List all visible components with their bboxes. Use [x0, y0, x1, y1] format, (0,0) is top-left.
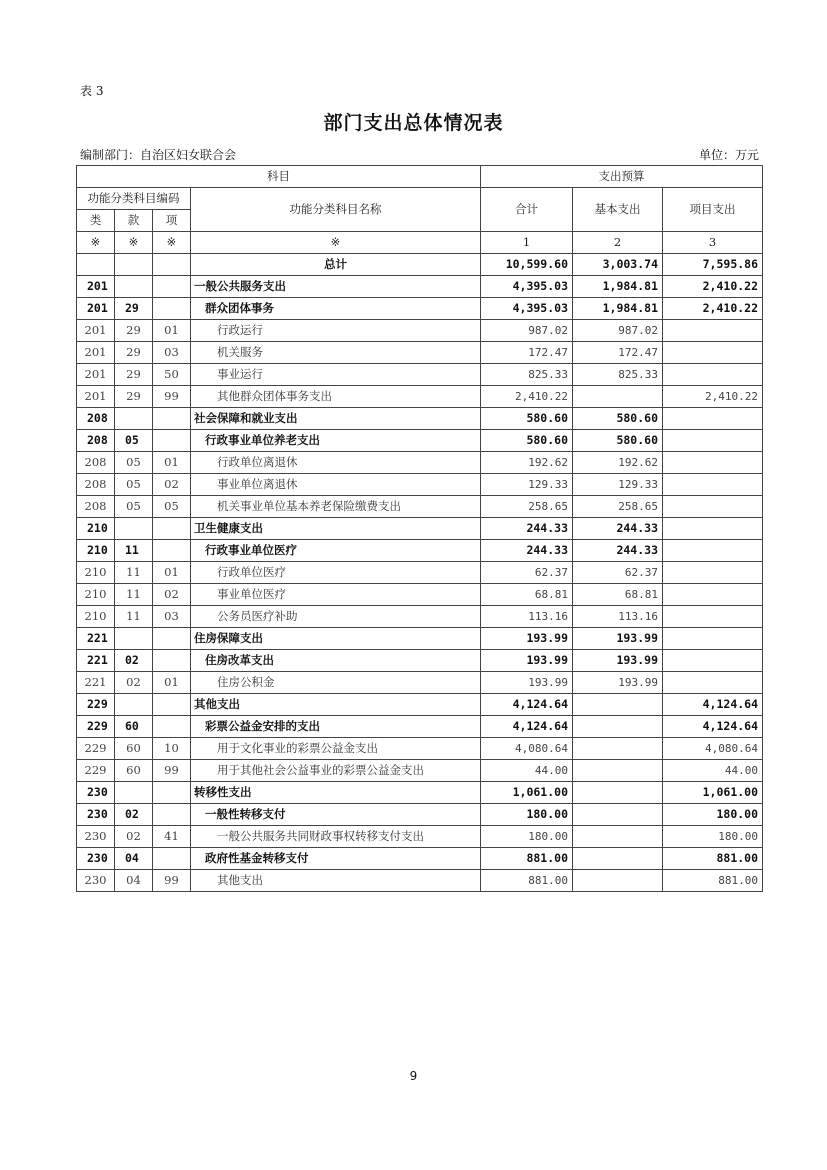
row-item-name: 其他支出 [191, 694, 481, 716]
row-lei-code: 221 [77, 650, 115, 672]
row-kuan-code: 11 [115, 562, 153, 584]
row-kuan-code: 29 [115, 342, 153, 364]
row-item-name: 彩票公益金安排的支出 [191, 716, 481, 738]
row-xiang-code [153, 298, 191, 320]
table-row [77, 584, 763, 606]
row-item-name: 政府性基金转移支付 [191, 848, 481, 870]
table-row [77, 474, 763, 496]
row-kuan-code: 02 [115, 672, 153, 694]
row-project [663, 672, 763, 694]
row-kuan-code: 60 [115, 716, 153, 738]
row-lei-code: 210 [77, 518, 115, 540]
row-total: 881.00 [481, 848, 573, 870]
row-lei-code: 229 [77, 694, 115, 716]
header-index-1: 1 [481, 232, 573, 254]
row-item-name: 行政运行 [191, 320, 481, 342]
header-index-3: 3 [663, 232, 763, 254]
page-number: 9 [409, 1069, 418, 1083]
header-xiang: 项 [153, 210, 191, 232]
row-project: 180.00 [663, 804, 763, 826]
row-item-name: 其他群众团体事务支出 [191, 386, 481, 408]
table-row [77, 496, 763, 518]
row-xiang-code [153, 276, 191, 298]
row-item-name: 事业单位离退休 [191, 474, 481, 496]
row-xiang-code [153, 694, 191, 716]
row-item-name: 住房保障支出 [191, 628, 481, 650]
row-total: 244.33 [481, 540, 573, 562]
table-row [77, 760, 763, 782]
row-lei-code: 210 [77, 540, 115, 562]
table-row [77, 430, 763, 452]
row-total: 44.00 [481, 760, 573, 782]
row-xiang-code: 05 [153, 496, 191, 518]
row-kuan-code: 29 [115, 298, 153, 320]
row-project: 1,061.00 [663, 782, 763, 804]
row-total: 4,395.03 [481, 298, 573, 320]
row-kuan-code: 02 [115, 826, 153, 848]
header-subject: 科目 [77, 166, 481, 188]
row-item-name: 行政单位离退休 [191, 452, 481, 474]
row-total: 193.99 [481, 628, 573, 650]
row-project: 4,124.64 [663, 694, 763, 716]
row-item-name: 用于其他社会公益事业的彩票公益金支出 [191, 760, 481, 782]
row-project [663, 474, 763, 496]
total-sum: 10,599.60 [481, 254, 573, 276]
row-basic [573, 760, 663, 782]
row-total: 825.33 [481, 364, 573, 386]
row-xiang-code: 01 [153, 452, 191, 474]
row-lei-code: 208 [77, 474, 115, 496]
row-lei-code: 229 [77, 738, 115, 760]
row-total: 180.00 [481, 826, 573, 848]
row-project: 881.00 [663, 848, 763, 870]
row-project [663, 364, 763, 386]
header-project-col: 项目支出 [663, 188, 763, 232]
row-project [663, 320, 763, 342]
row-lei-code: 201 [77, 386, 115, 408]
row-basic: 244.33 [573, 540, 663, 562]
row-lei-code: 230 [77, 804, 115, 826]
row-total: 113.16 [481, 606, 573, 628]
row-item-name: 住房公积金 [191, 672, 481, 694]
table-row [77, 452, 763, 474]
header-index-2: 2 [573, 232, 663, 254]
row-total: 244.33 [481, 518, 573, 540]
row-item-name: 其他支出 [191, 870, 481, 892]
row-total: 193.99 [481, 672, 573, 694]
row-total: 68.81 [481, 584, 573, 606]
row-xiang-code [153, 518, 191, 540]
row-basic [573, 738, 663, 760]
table-row [77, 408, 763, 430]
row-basic: 1,984.81 [573, 298, 663, 320]
row-kuan-code [115, 694, 153, 716]
row-lei-code: 230 [77, 826, 115, 848]
row-item-name: 机关事业单位基本养老保险缴费支出 [191, 496, 481, 518]
row-basic: 987.02 [573, 320, 663, 342]
row-basic: 258.65 [573, 496, 663, 518]
row-item-name: 事业单位医疗 [191, 584, 481, 606]
row-basic: 113.16 [573, 606, 663, 628]
row-basic [573, 870, 663, 892]
compiling-department: 编制部门：自治区妇女联合会 [80, 148, 237, 162]
header-code-group: 功能分类科目编码 [77, 188, 191, 210]
row-lei-code: 201 [77, 364, 115, 386]
row-total: 62.37 [481, 562, 573, 584]
row-project [663, 562, 763, 584]
table-row [77, 848, 763, 870]
row-lei-code: 221 [77, 672, 115, 694]
row-basic [573, 826, 663, 848]
row-total: 580.60 [481, 430, 573, 452]
row-total: 987.02 [481, 320, 573, 342]
row-kuan-code: 04 [115, 848, 153, 870]
page-title: 部门支出总体情况表 [323, 112, 504, 134]
row-kuan-code [115, 518, 153, 540]
row-lei-code: 208 [77, 408, 115, 430]
table-row [77, 672, 763, 694]
header-basic-col: 基本支出 [573, 188, 663, 232]
table-row [77, 276, 763, 298]
row-basic: 244.33 [573, 518, 663, 540]
row-basic [573, 804, 663, 826]
row-kuan-code: 29 [115, 364, 153, 386]
row-xiang-code [153, 628, 191, 650]
row-item-name: 机关服务 [191, 342, 481, 364]
table-row [77, 826, 763, 848]
row-lei-code: 230 [77, 848, 115, 870]
row-project [663, 408, 763, 430]
header-lei: 类 [77, 210, 115, 232]
row-total: 193.99 [481, 650, 573, 672]
row-project [663, 430, 763, 452]
row-project [663, 496, 763, 518]
row-xiang-code [153, 540, 191, 562]
unit-label: 单位：万元 [698, 148, 759, 162]
row-xiang-code: 02 [153, 584, 191, 606]
table-row [77, 606, 763, 628]
row-item-name: 住房改革支出 [191, 650, 481, 672]
row-kuan-code: 05 [115, 452, 153, 474]
row-xiang-code: 41 [153, 826, 191, 848]
row-lei-code: 229 [77, 760, 115, 782]
row-basic [573, 782, 663, 804]
row-kuan-code: 11 [115, 540, 153, 562]
row-item-name: 一般公共服务支出 [191, 276, 481, 298]
row-project [663, 518, 763, 540]
row-total: 180.00 [481, 804, 573, 826]
row-item-name: 行政事业单位养老支出 [191, 430, 481, 452]
row-project [663, 606, 763, 628]
row-lei-code: 201 [77, 320, 115, 342]
table-row [77, 804, 763, 826]
row-kuan-code [115, 628, 153, 650]
table-row [77, 320, 763, 342]
row-kuan-code: 05 [115, 430, 153, 452]
row-kuan-code: 04 [115, 870, 153, 892]
row-total: 881.00 [481, 870, 573, 892]
row-project [663, 628, 763, 650]
row-lei-code: 210 [77, 606, 115, 628]
row-lei-code: 208 [77, 496, 115, 518]
row-total: 580.60 [481, 408, 573, 430]
total-basic: 3,003.74 [573, 254, 663, 276]
row-project: 2,410.22 [663, 386, 763, 408]
header-total-col: 合计 [481, 188, 573, 232]
row-basic: 129.33 [573, 474, 663, 496]
row-total: 172.47 [481, 342, 573, 364]
table-row [77, 342, 763, 364]
row-lei-code: 210 [77, 584, 115, 606]
row-basic: 825.33 [573, 364, 663, 386]
row-xiang-code [153, 650, 191, 672]
table-row [77, 870, 763, 892]
row-lei-code: 201 [77, 276, 115, 298]
row-basic: 193.99 [573, 672, 663, 694]
row-kuan-code [115, 782, 153, 804]
row-item-name: 行政单位医疗 [191, 562, 481, 584]
row-xiang-code [153, 804, 191, 826]
row-project [663, 584, 763, 606]
row-item-name: 一般性转移支付 [191, 804, 481, 826]
table-row [77, 386, 763, 408]
table-row [77, 518, 763, 540]
header-mark: ※ [115, 232, 153, 254]
table-row [77, 628, 763, 650]
table-row [77, 540, 763, 562]
header-budget: 支出预算 [481, 166, 763, 188]
header-kuan: 款 [115, 210, 153, 232]
row-basic [573, 694, 663, 716]
table-number-label: 表 3 [80, 84, 104, 98]
row-item-name: 公务员医疗补助 [191, 606, 481, 628]
row-total: 129.33 [481, 474, 573, 496]
total-row [77, 254, 763, 276]
row-lei-code: 229 [77, 716, 115, 738]
row-item-name: 转移性支出 [191, 782, 481, 804]
row-item-name: 群众团体事务 [191, 298, 481, 320]
row-basic: 1,984.81 [573, 276, 663, 298]
row-kuan-code [115, 408, 153, 430]
row-lei-code: 201 [77, 342, 115, 364]
row-project: 180.00 [663, 826, 763, 848]
table-row [77, 562, 763, 584]
row-basic: 193.99 [573, 628, 663, 650]
row-basic: 62.37 [573, 562, 663, 584]
row-basic [573, 716, 663, 738]
row-xiang-code: 99 [153, 760, 191, 782]
row-basic: 68.81 [573, 584, 663, 606]
row-basic [573, 848, 663, 870]
row-basic: 172.47 [573, 342, 663, 364]
row-kuan-code: 02 [115, 804, 153, 826]
row-total: 4,124.64 [481, 716, 573, 738]
table-row [77, 694, 763, 716]
row-xiang-code: 01 [153, 672, 191, 694]
row-project [663, 342, 763, 364]
row-kuan-code: 29 [115, 320, 153, 342]
row-xiang-code: 10 [153, 738, 191, 760]
header-name-col: 功能分类科目名称 [191, 188, 481, 232]
row-kuan-code: 05 [115, 496, 153, 518]
row-xiang-code [153, 716, 191, 738]
row-xiang-code: 99 [153, 870, 191, 892]
row-project [663, 452, 763, 474]
row-total: 4,080.64 [481, 738, 573, 760]
row-basic: 580.60 [573, 408, 663, 430]
table-row [77, 364, 763, 386]
row-total: 1,061.00 [481, 782, 573, 804]
total-label: 总计 [191, 254, 481, 276]
row-xiang-code: 99 [153, 386, 191, 408]
table-row [77, 716, 763, 738]
row-xiang-code: 03 [153, 606, 191, 628]
row-basic: 580.60 [573, 430, 663, 452]
row-project: 4,080.64 [663, 738, 763, 760]
row-project: 2,410.22 [663, 298, 763, 320]
row-lei-code: 208 [77, 452, 115, 474]
row-project: 881.00 [663, 870, 763, 892]
row-lei-code: 230 [77, 782, 115, 804]
table-row [77, 782, 763, 804]
row-kuan-code: 29 [115, 386, 153, 408]
row-item-name: 一般公共服务共同财政事权转移支付支出 [191, 826, 481, 848]
row-kuan-code: 11 [115, 584, 153, 606]
row-project: 4,124.64 [663, 716, 763, 738]
row-xiang-code: 01 [153, 320, 191, 342]
row-total: 4,124.64 [481, 694, 573, 716]
row-xiang-code: 50 [153, 364, 191, 386]
table-row [77, 738, 763, 760]
row-total: 258.65 [481, 496, 573, 518]
row-kuan-code: 05 [115, 474, 153, 496]
row-kuan-code: 11 [115, 606, 153, 628]
row-kuan-code: 60 [115, 760, 153, 782]
row-total: 2,410.22 [481, 386, 573, 408]
row-item-name: 行政事业单位医疗 [191, 540, 481, 562]
row-basic: 193.99 [573, 650, 663, 672]
row-project [663, 650, 763, 672]
row-lei-code: 201 [77, 298, 115, 320]
row-item-name: 社会保障和就业支出 [191, 408, 481, 430]
row-xiang-code: 01 [153, 562, 191, 584]
expenditure-table [76, 165, 763, 892]
row-project: 2,410.22 [663, 276, 763, 298]
row-kuan-code: 60 [115, 738, 153, 760]
table-row [77, 650, 763, 672]
row-kuan-code [115, 276, 153, 298]
row-kuan-code: 02 [115, 650, 153, 672]
row-basic: 192.62 [573, 452, 663, 474]
row-xiang-code [153, 782, 191, 804]
row-project [663, 540, 763, 562]
row-lei-code: 208 [77, 430, 115, 452]
header-mark: ※ [77, 232, 115, 254]
table-row [77, 298, 763, 320]
row-item-name: 用于文化事业的彩票公益金支出 [191, 738, 481, 760]
row-total: 192.62 [481, 452, 573, 474]
row-xiang-code: 02 [153, 474, 191, 496]
row-project: 44.00 [663, 760, 763, 782]
header-mark: ※ [153, 232, 191, 254]
row-xiang-code [153, 848, 191, 870]
row-lei-code: 210 [77, 562, 115, 584]
row-xiang-code [153, 430, 191, 452]
row-item-name: 卫生健康支出 [191, 518, 481, 540]
row-lei-code: 230 [77, 870, 115, 892]
total-project: 7,595.86 [663, 254, 763, 276]
header-mark: ※ [191, 232, 481, 254]
row-item-name: 事业运行 [191, 364, 481, 386]
row-xiang-code: 03 [153, 342, 191, 364]
row-basic [573, 386, 663, 408]
row-xiang-code [153, 408, 191, 430]
row-total: 4,395.03 [481, 276, 573, 298]
row-lei-code: 221 [77, 628, 115, 650]
